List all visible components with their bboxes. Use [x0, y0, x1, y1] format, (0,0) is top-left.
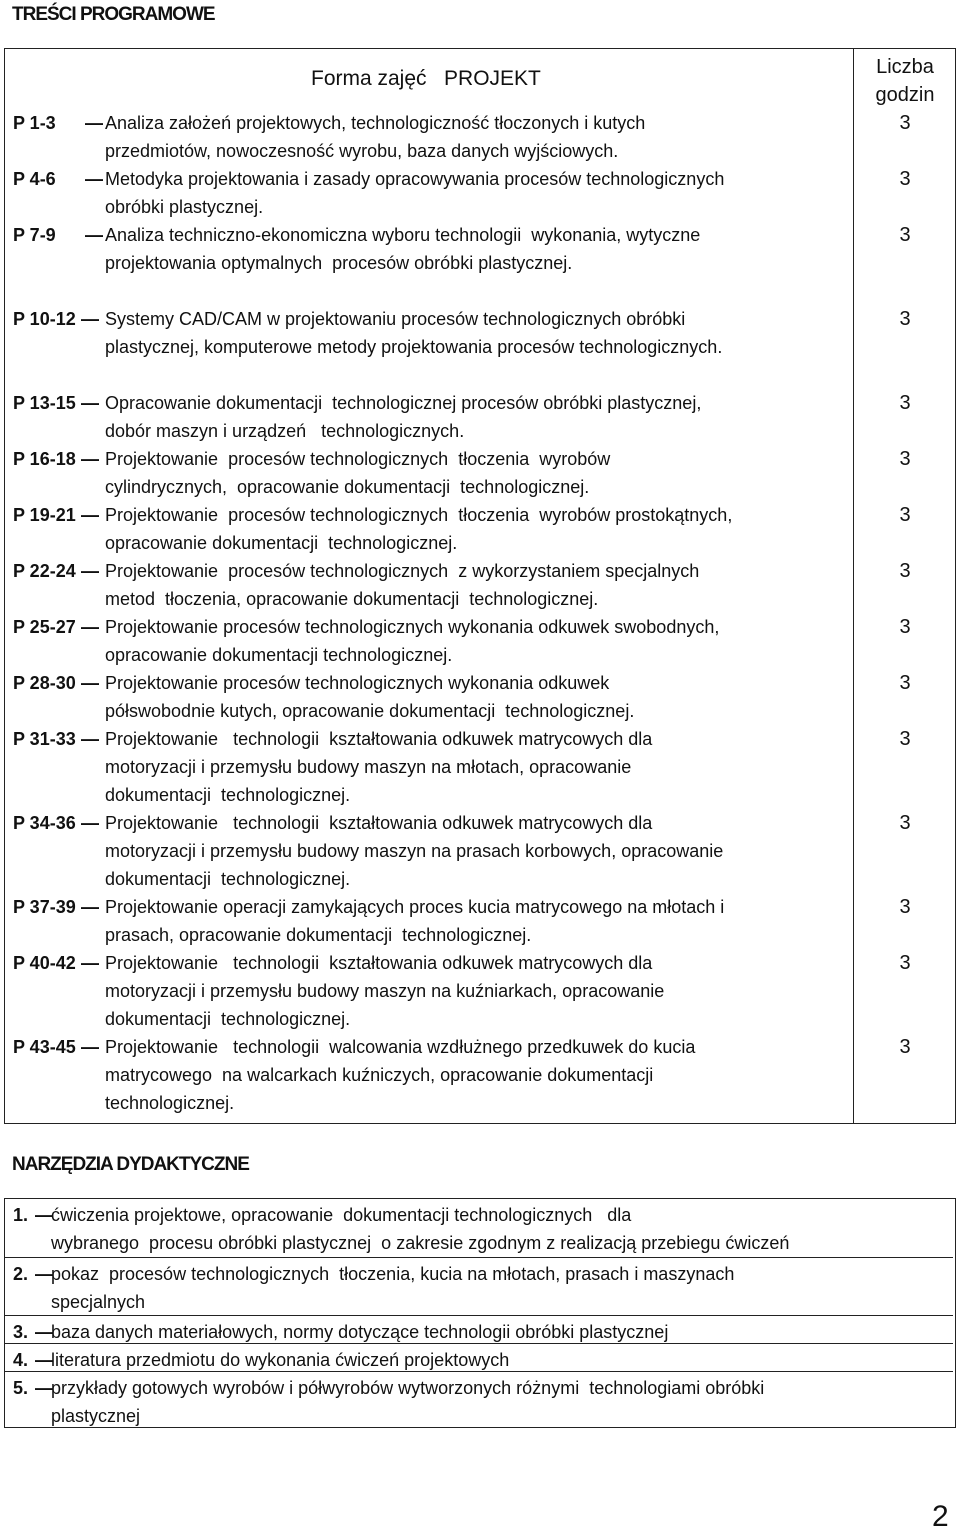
row-text: Analiza założeń projektowych, technologiczność tłoczonych i kutych przedmiotów, nowoczesność wyrobu, baza danych wyjściowych. — [105, 113, 646, 161]
row-code: P 1-3 — [13, 113, 56, 133]
row-text: Metodyka projektowania i zasady opracowywania procesów technologicznych obróbki plastycznej. — [105, 169, 725, 217]
row-text: Projektowanie procesów technologicznych tłoczenia wyrobów cylindrycznych, opracowanie dokumentacji technologicznej. — [105, 449, 611, 497]
row-hours: 3 — [899, 896, 911, 918]
dash-separator: — — [81, 309, 99, 329]
row-text: Projektowanie technologii walcowania wzdłużnego przedkuwek do kucia matrycowego na walcarkach kuźniczych, opracowanie dokumentacji technologicznej. — [105, 1037, 696, 1113]
tool-number: 1. — [13, 1205, 29, 1225]
row-code: P 16-18 — [13, 449, 76, 469]
row-hours: 3 — [899, 112, 911, 134]
dash-separator: — — [81, 729, 99, 749]
tool-text: przykłady gotowych wyrobów i półwyrobów wytworzonych różnymi technologiami obróbki plastycznej — [51, 1378, 765, 1426]
row-hours: 3 — [899, 616, 911, 638]
tool-number: 4. — [13, 1350, 29, 1370]
dash-separator: — — [81, 449, 99, 469]
row-text: Projektowanie technologii kształtowania odkuwek matrycowych dla motoryzacji i przemysłu budowy maszyn na kuźniarkach, opracowanie dokumentacji technologicznej. — [105, 953, 665, 1029]
row-hours: 3 — [899, 168, 911, 190]
dash-separator: — — [81, 561, 99, 581]
row-code: P 22-24 — [13, 561, 76, 581]
dash-separator: — — [81, 617, 99, 637]
forma-header: Forma zajęć PROJEKT — [311, 67, 541, 90]
tool-text: pokaz procesów technologicznych tłoczenia, kucia na młotach, prasach i maszynach specjalnych — [51, 1264, 735, 1312]
dash-separator: — — [85, 169, 103, 189]
row-text: Projektowanie procesów technologicznych tłoczenia wyrobów prostokątnych, opracowanie dokumentacji technologicznej. — [105, 505, 733, 553]
row-hours: 3 — [899, 308, 911, 330]
dash-separator: — — [85, 113, 103, 133]
tool-number: 5. — [13, 1378, 29, 1398]
tool-text: literatura przedmiotu do wykonania ćwiczeń projektowych — [51, 1350, 510, 1370]
row-text: Projektowanie procesów technologicznych wykonania odkuwek swobodnych, opracowanie dokumentacji technologicznej. — [105, 617, 720, 665]
tool-text: baza danych materiałowych, normy dotyczące technologii obróbki plastycznej — [51, 1322, 669, 1342]
dash-separator: — — [81, 1037, 99, 1057]
dash-separator: — — [35, 1205, 53, 1225]
dash-separator: — — [35, 1322, 53, 1342]
row-hours: 3 — [899, 952, 911, 974]
dash-separator: — — [81, 505, 99, 525]
row-code: P 25-27 — [13, 617, 76, 637]
row-hours: 3 — [899, 1036, 911, 1058]
row-hours: 3 — [899, 392, 911, 414]
row-text: Projektowanie technologii kształtowania odkuwek matrycowych dla motoryzacji i przemysłu budowy maszyn na prasach korbowych, opracowanie dokumentacji technologicznej. — [105, 813, 724, 889]
row-code: P 13-15 — [13, 393, 76, 413]
row-code: P 28-30 — [13, 673, 76, 693]
dash-separator: — — [35, 1350, 53, 1370]
column-divider — [853, 49, 854, 1123]
row-text: Projektowanie procesów technologicznych wykonania odkuwek półswobodnie kutych, opracowanie dokumentacji technologicznej. — [105, 673, 635, 721]
row-code: P 10-12 — [13, 309, 76, 329]
row-hours: 3 — [899, 448, 911, 470]
row-hours: 3 — [899, 560, 911, 582]
row-hours: 3 — [899, 812, 911, 834]
dash-separator: — — [81, 953, 99, 973]
dash-separator: — — [35, 1264, 53, 1284]
row-code: P 19-21 — [13, 505, 76, 525]
dash-separator: — — [85, 225, 103, 245]
dash-separator: — — [81, 673, 99, 693]
dash-separator: — — [81, 813, 99, 833]
row-code: P 40-42 — [13, 953, 76, 973]
row-code: P 43-45 — [13, 1037, 76, 1057]
row-code: P 31-33 — [13, 729, 76, 749]
dash-separator: — — [81, 393, 99, 413]
tool-item — [5, 1343, 953, 1371]
row-text: Analiza techniczno-ekonomiczna wyboru technologii wykonania, wytyczne projektowania optymalnych procesów obróbki plastycznej. — [105, 225, 701, 273]
dash-separator: — — [35, 1378, 53, 1398]
row-code: P 4-6 — [13, 169, 56, 189]
row-code: P 34-36 — [13, 813, 76, 833]
tool-number: 2. — [13, 1264, 29, 1284]
row-hours: 3 — [899, 728, 911, 750]
tool-item — [5, 1257, 953, 1315]
section-heading-tresci: TREŚCI PROGRAMOWE — [12, 4, 215, 25]
dash-separator: — — [81, 897, 99, 917]
tool-item — [5, 1315, 953, 1343]
row-code: P 37-39 — [13, 897, 76, 917]
tools-table — [4, 1198, 956, 1428]
tool-text: ćwiczenia projektowe, opracowanie dokumentacji technologicznych dla wybranego procesu obróbki plastycznej o zakresie zgodnym z realizacją przebiegu ćwiczeń — [51, 1205, 790, 1253]
row-text: Projektowanie procesów technologicznych z wykorzystaniem specjalnych metod tłoczenia, opracowanie dokumentacji technologicznej. — [105, 561, 700, 609]
row-text: Projektowanie operacji zamykających proces kucia matrycowego na młotach i prasach, opracowanie dokumentacji technologicznej. — [105, 897, 725, 945]
row-hours: 3 — [899, 672, 911, 694]
liczba-godzin-header: Liczba godzin — [875, 56, 935, 106]
row-code: P 7-9 — [13, 225, 56, 245]
row-hours: 3 — [899, 504, 911, 526]
row-text: Projektowanie technologii kształtowania odkuwek matrycowych dla motoryzacji i przemysłu budowy maszyn na młotach, opracowanie dokumentacji technologicznej. — [105, 729, 653, 805]
row-text: Systemy CAD/CAM w projektowaniu procesów technologicznych obróbki plastycznej, komputerowe metody projektowania procesów technologicznych. — [105, 309, 723, 357]
program-table — [4, 48, 956, 1124]
row-hours: 3 — [899, 224, 911, 246]
tool-item — [5, 1371, 953, 1427]
tool-item — [5, 1199, 953, 1257]
section-heading-narzedzia: NARZĘDZIA DYDAKTYCZNE — [12, 1154, 249, 1175]
tool-number: 3. — [13, 1322, 29, 1342]
row-text: Opracowanie dokumentacji technologicznej procesów obróbki plastycznej, dobór maszyn i urządzeń technologicznych. — [105, 393, 702, 441]
page-number: 2 — [932, 1500, 949, 1533]
